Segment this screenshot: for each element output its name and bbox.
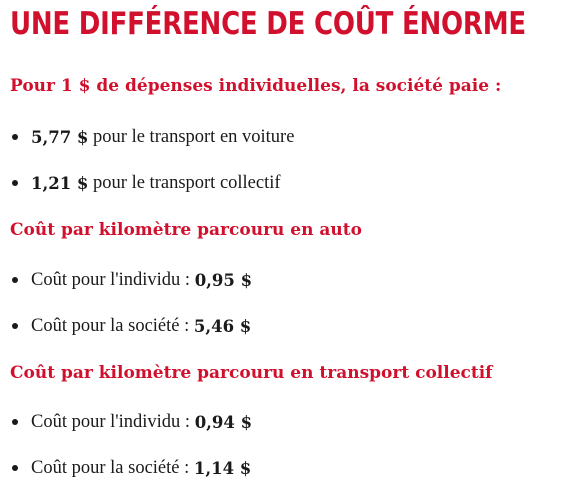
list-item-voiture: [10, 125, 294, 149]
label-collectif-societe: Coût pour la société :: [31, 457, 190, 478]
section-heading-auto: Coût par kilomètre parcouru en auto: [10, 220, 362, 240]
bullet-icon: [12, 465, 18, 471]
value-voiture: 5,77 $: [31, 127, 89, 147]
section-heading-collectif: Coût par kilomètre parcouru en transport collectif: [10, 363, 493, 383]
bullet-icon: [12, 419, 18, 425]
value-auto-individu: 0,95 $: [194, 270, 253, 290]
value-auto-societe: 5,46 $: [193, 316, 252, 336]
list-item-auto-societe: [10, 314, 251, 338]
label-collectif: pour le transport collectif: [93, 172, 281, 193]
list-item-collectif-individu: [10, 410, 252, 434]
value-collectif: 1,21 $: [31, 173, 89, 193]
value-collectif-individu: 0,94 $: [194, 412, 253, 432]
label-voiture: pour le transport en voiture: [93, 126, 295, 147]
bullet-icon: [12, 180, 18, 186]
value-collectif-societe: 1,14 $: [193, 458, 252, 478]
label-auto-societe: Coût pour la société :: [31, 315, 190, 336]
list-item-collectif: [10, 171, 281, 195]
section-heading-depenses: Pour 1 $ de dépenses individuelles, la société paie :: [10, 76, 502, 96]
label-collectif-individu: Coût pour l'individu :: [31, 411, 191, 432]
list-item-collectif-societe: [10, 456, 251, 480]
list-item-auto-individu: [10, 268, 252, 292]
bullet-icon: [12, 277, 18, 283]
page-title: UNE DIFFÉRENCE DE COÛT ÉNORME: [10, 6, 526, 42]
bullet-icon: [12, 323, 18, 329]
label-auto-individu: Coût pour l'individu :: [31, 269, 191, 290]
bullet-icon: [12, 134, 18, 140]
